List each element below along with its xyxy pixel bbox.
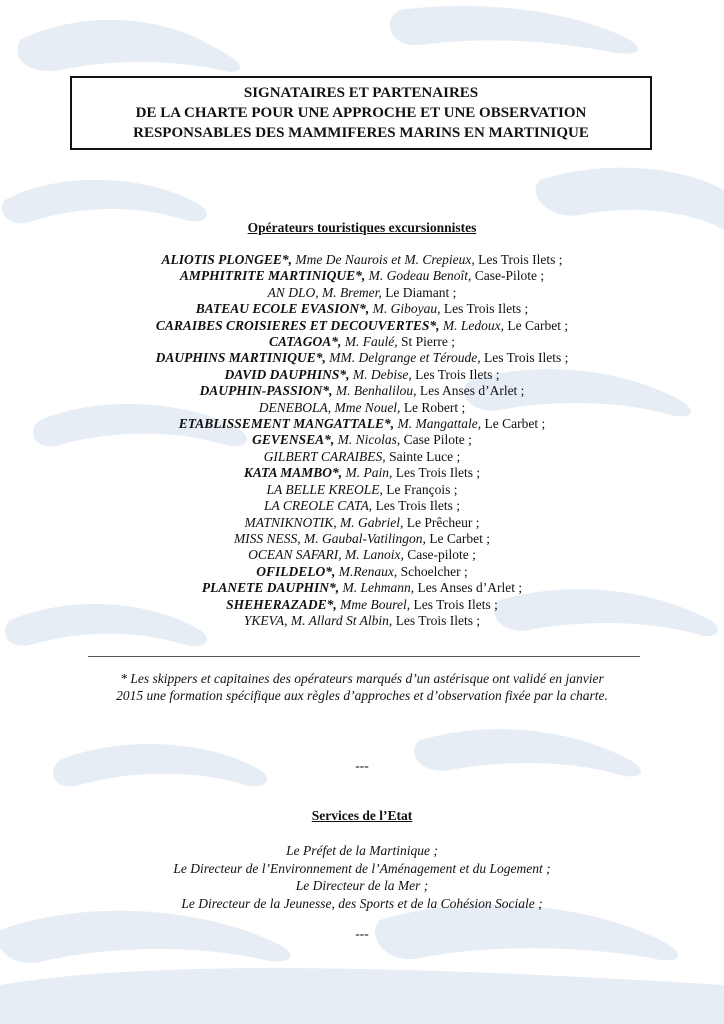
operator-entry [0, 334, 724, 350]
operator-entry [0, 597, 724, 613]
section-separator: --- [355, 758, 369, 773]
operator-entry [0, 482, 724, 498]
operator-name: DAVID DAUPHINS*, [224, 366, 350, 382]
operator-place: Case Pilote ; [400, 432, 472, 448]
title-box [70, 76, 652, 150]
operator-entry [0, 432, 724, 448]
operator-entry [0, 350, 724, 366]
state-service-line: Le Préfet de la Martinique ; [286, 843, 438, 858]
operator-place: Le Prêcheur ; [403, 514, 480, 530]
operator-place: Les Trois Ilets ; [410, 596, 498, 612]
operator-place: Case-Pilote ; [471, 268, 545, 284]
operator-entry [0, 252, 724, 268]
operator-entry [0, 416, 724, 432]
state-services-heading: Services de l’Etat [311, 808, 413, 823]
operator-place: Les Anses d’Arlet ; [414, 580, 523, 596]
operators-list [0, 252, 724, 629]
operator-place: Les Trois Ilets ; [440, 301, 529, 317]
operator-entry [0, 367, 724, 383]
operator-contact: MM. Delgrange et Téroude, [325, 350, 481, 366]
operator-entry [0, 318, 724, 334]
operator-place: Les Trois Ilets ; [480, 350, 569, 366]
operator-name: SHEHERAZADE*, [226, 596, 337, 612]
operator-entry [0, 580, 724, 596]
operator-contact: M. Benhalilou, [332, 383, 417, 399]
operator-place: Schoelcher ; [397, 563, 468, 579]
operator-name: DAUPHINS MARTINIQUE*, [155, 350, 326, 366]
operator-contact: Mme De Naurois et M. Crepieux, [292, 252, 475, 267]
operator-name: PLANETE DAUPHIN*, [201, 580, 340, 596]
operator-name: OCEAN SAFARI, M. Lanoix, [248, 547, 404, 563]
operator-contact: M. Ledoux, [439, 317, 504, 333]
operator-entry [0, 498, 724, 514]
state-services-list [0, 842, 724, 912]
operator-name: AN DLO, M. Bremer, [267, 284, 382, 300]
operator-contact: M. Pain, [342, 465, 393, 481]
operator-contact: Mme Bourel, [336, 596, 411, 612]
operator-place: Les Trois Ilets ; [392, 465, 481, 481]
operator-name: DAUPHIN-PASSION*, [199, 383, 333, 399]
footnote-line-1: * Les skippers et capitaines des opérateurs marqués d’un astérisque ont validé en janvier [120, 671, 604, 686]
state-service-line: Le Directeur de la Mer ; [295, 878, 429, 893]
operator-place: St Pierre ; [397, 334, 456, 350]
operator-entry [0, 449, 724, 465]
operator-place: Case-pilote ; [403, 547, 476, 563]
operator-entry [0, 285, 724, 301]
operator-place: Le Carbet ; [504, 317, 569, 333]
operator-entry [0, 400, 724, 416]
operator-contact: M. Lehmann, [339, 580, 415, 596]
operator-place: Le Carbet ; [425, 530, 491, 546]
state-service-line: Le Directeur de la Jeunesse, des Sports et de la Cohésion Sociale ; [181, 895, 543, 911]
operator-name: OFILDELO*, [256, 563, 336, 579]
operator-entry [0, 465, 724, 481]
operator-name: AMPHITRITE MARTINIQUE*, [179, 268, 366, 284]
operator-place: Sainte Luce ; [385, 448, 461, 464]
operator-place: Les Trois Ilets ; [372, 498, 460, 514]
operator-entry [0, 301, 724, 317]
operator-entry [0, 564, 724, 580]
operator-place: Le Robert ; [400, 399, 466, 415]
footnote-line-2: 2015 une formation spécifique aux règles d’approches et d’observation fixée par la charte. [116, 688, 608, 703]
operator-entry [0, 268, 724, 284]
footnote-divider [88, 656, 640, 657]
operator-place: Les Anses d’Arlet ; [416, 383, 525, 399]
operator-name: MISS NESS, M. Gaubal-Vatilingon, [233, 530, 426, 546]
operator-contact: M. Godeau Benoît, [365, 268, 472, 284]
operator-name: BATEAU ECOLE EVASION*, [195, 301, 370, 317]
operators-heading: Opérateurs touristiques excursionnistes [247, 220, 477, 235]
operator-place: Les Trois Ilets ; [474, 252, 563, 267]
operator-name: LA CREOLE CATA, [264, 498, 373, 514]
operator-place: Le François ; [382, 481, 458, 497]
operator-name: ALIOTIS PLONGEE*, [161, 252, 293, 267]
operator-place: Le Diamant ; [381, 284, 457, 300]
operator-place: Le Carbet ; [481, 416, 546, 432]
operator-name: LA BELLE KREOLE, [266, 481, 383, 497]
operator-name: DENEBOLA, Mme Nouel, [258, 399, 401, 415]
operator-place: Les Trois Ilets ; [411, 366, 500, 382]
operator-contact: M.Renaux, [335, 563, 398, 579]
operator-entry [0, 531, 724, 547]
title-line-2: DE LA CHARTE POUR UNE APPROCHE ET UNE OBSERVATION [135, 105, 587, 121]
operator-entry [0, 547, 724, 563]
operator-place: Les Trois Ilets ; [392, 612, 481, 628]
operator-entry [0, 613, 724, 629]
section-separator: --- [355, 926, 369, 941]
operator-name: YKEVA, M. Allard St Albin, [243, 612, 393, 628]
operator-name: GILBERT CARAIBES, [263, 448, 386, 464]
operator-name: CARAIBES CROISIERES ET DECOUVERTES*, [155, 317, 440, 333]
operator-entry [0, 515, 724, 531]
operator-name: KATA MAMBO*, [243, 465, 343, 481]
operator-contact: M. Nicolas, [334, 432, 401, 448]
operator-name: MATNIKNOTIK, M. Gabriel, [244, 514, 404, 530]
operator-contact: M. Faulé, [341, 334, 398, 350]
operator-contact: M. Debise, [349, 366, 412, 382]
operator-contact: M. Giboyau, [369, 301, 441, 317]
title-line-1: SIGNATAIRES ET PARTENAIRES [243, 85, 479, 101]
footnote [0, 670, 724, 704]
operator-contact: M. Mangattale, [394, 416, 482, 432]
operator-entry [0, 383, 724, 399]
state-service-line: Le Directeur de l’Environnement de l’Aménagement et du Logement ; [173, 860, 551, 876]
title-line-3: RESPONSABLES DES MAMMIFERES MARINS EN MARTINIQUE [133, 125, 589, 141]
operator-name: GEVENSEA*, [252, 432, 335, 448]
operator-name: CATAGOA*, [268, 334, 342, 350]
operator-name: ETABLISSEMENT MANGATTALE*, [178, 416, 395, 432]
